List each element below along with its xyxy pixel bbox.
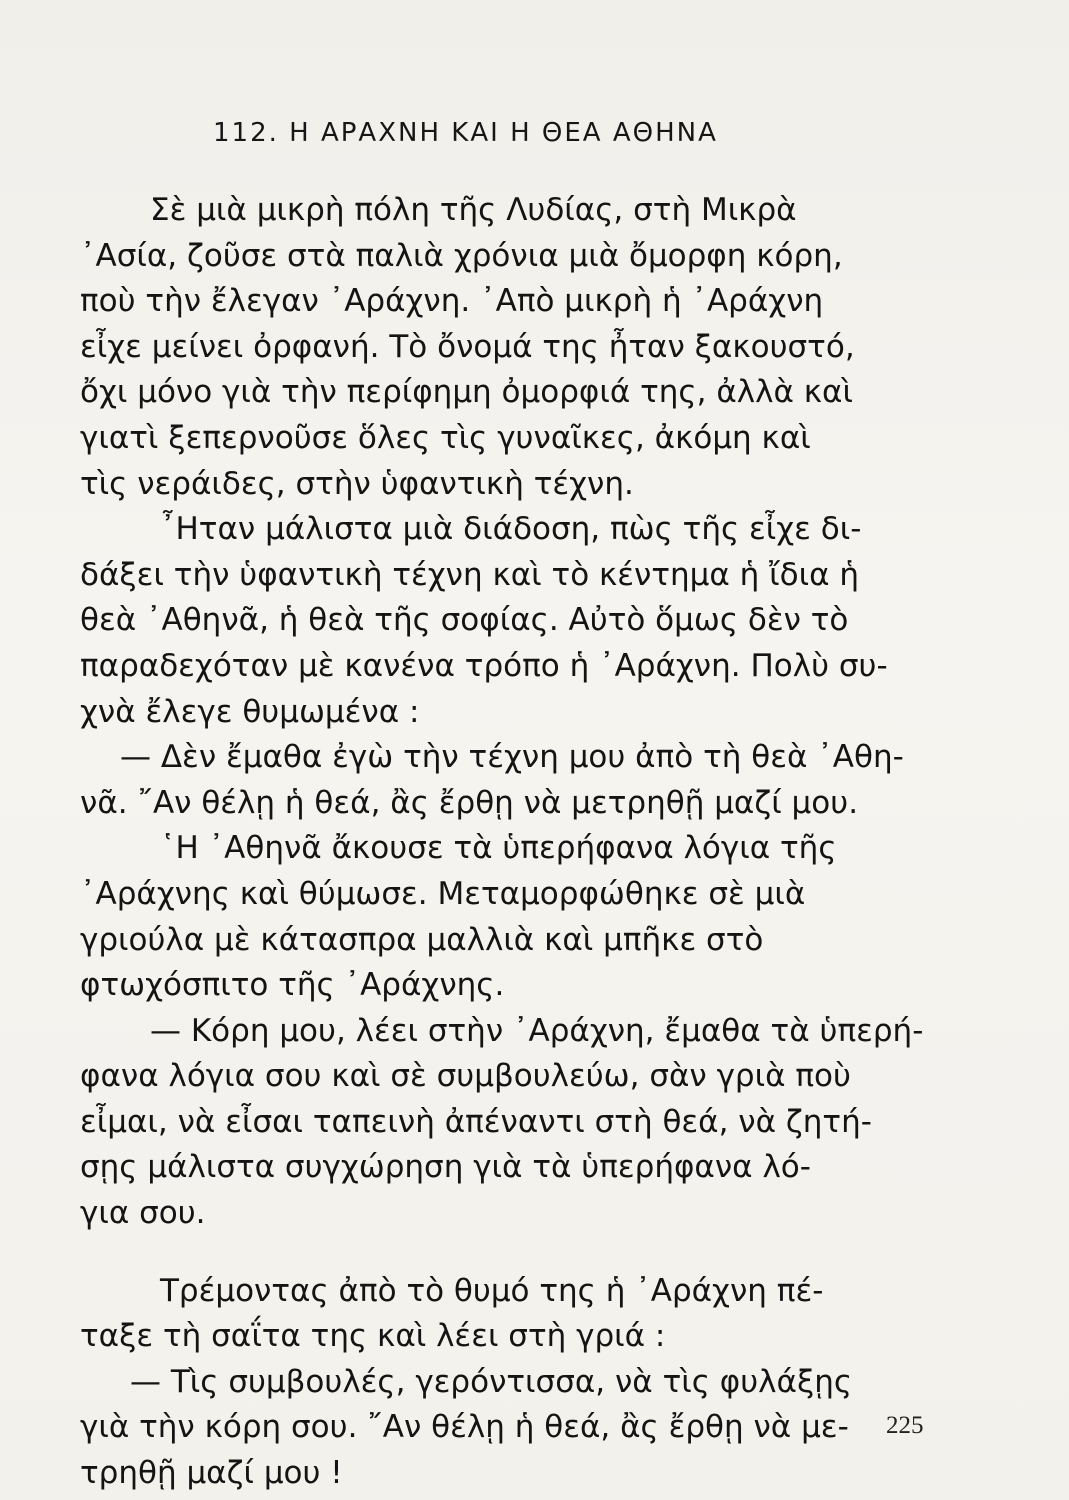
text-line: Τρέμοντας ἀπὸ τὸ θυμό της ἡ ᾿Αράχνη πέ- xyxy=(160,1272,824,1309)
text-line: ᾿Ασία, ζοῦσε στὰ παλιὰ χρόνια μιὰ ὄμορφη κόρη, xyxy=(80,237,843,274)
text-line: τρηθῇ μαζί μου ! xyxy=(80,1455,343,1492)
text-line: θεὰ ᾿Αθηνᾶ, ἡ θεὰ τῆς σοφίας. Αὐτὸ ὅμως δὲν τὸ xyxy=(80,602,849,639)
text-line: σῃς μάλιστα συγχώρηση γιὰ τὰ ὑπερήφανα λό- xyxy=(80,1149,811,1186)
text-line: γιατὶ ξεπερνοῦσε ὅλες τὶς γυναῖκες, ἀκόμη καὶ xyxy=(80,419,811,456)
text-line: — Κόρη μου, λέει στὴν ᾿Αράχνη, ἔμαθα τὰ ὑπερή- xyxy=(150,1012,924,1049)
text-line: ῾Η ᾿Αθηνᾶ ἄκουσε τὰ ὑπερήφανα λόγια τῆς xyxy=(160,830,837,867)
text-line: εἶχε μείνει ὀρφανή. Τὸ ὄνομά της ἦταν ξακουστό, xyxy=(80,328,855,365)
text-line: ῏Ηταν μάλιστα μιὰ διάδοση, πὼς τῆς εἶχε δι- xyxy=(160,511,862,548)
text-line: ταξε τὴ σαΐτα της καὶ λέει στὴ γριά : xyxy=(80,1318,666,1355)
text-line: χνὰ ἔλεγε θυμωμένα : xyxy=(80,693,420,730)
text-line: φτωχόσπιτο τῆς ᾿Αράχνης. xyxy=(80,967,505,1004)
text-line: Σὲ μιὰ μικρὴ πόλη τῆς Λυδίας, στὴ Μικρὰ xyxy=(150,192,797,228)
text-line: ὄχι μόνο γιὰ τὴν περίφημη ὀμορφιά της, ἀλλὰ καὶ xyxy=(80,374,853,411)
text-line: τὶς νεράιδες, στὴν ὑφαντικὴ τέχνη. xyxy=(80,465,634,502)
text-line: δάξει τὴν ὑφαντικὴ τέχνη καὶ τὸ κέντημα ἡ ἴδια ἡ xyxy=(80,556,860,593)
text-line: παραδεχόταν μὲ κανένα τρόπο ἡ ᾿Αράχνη. Πολὺ συ- xyxy=(80,647,888,684)
paragraph-gap xyxy=(80,1237,940,1269)
text-line: γριούλα μὲ κάτασπρα μαλλιὰ καὶ μπῆκε στὸ xyxy=(80,921,764,958)
text-line: — Δὲν ἔμαθα ἐγὼ τὴν τέχνη μου ἀπὸ τὴ θεὰ ᾿Αθη- xyxy=(120,739,904,776)
text-line: νᾶ. ῎Αν θέλῃ ἡ θεά, ἂς ἔρθῃ νὰ μετρηθῇ μαζί μου. xyxy=(80,784,859,821)
text-line: φανα λόγια σου καὶ σὲ συμβουλεύω, σὰν γριὰ ποὺ xyxy=(80,1058,851,1095)
body-text xyxy=(80,188,940,1497)
chapter-title: 112. Η ΑΡΑΧΝΗ ΚΑΙ Η ΘΕΑ ΑΘΗΝΑ xyxy=(213,118,718,148)
page-number: 225 xyxy=(886,1412,924,1439)
text-line: ᾿Αράχνης καὶ θύμωσε. Μεταμορφώθηκε σὲ μιὰ xyxy=(80,875,806,912)
text-line: για σου. xyxy=(80,1195,206,1232)
text-line: γιὰ τὴν κόρη σου. ῎Αν θέλῃ ἡ θεά, ἂς ἔρθῃ νὰ με- xyxy=(80,1409,849,1446)
text-line: — Τὶς συμβουλές, γερόντισσα, νὰ τὶς φυλάξῃς xyxy=(130,1363,853,1400)
text-line: ποὺ τὴν ἔλεγαν ᾿Αράχνη. ᾿Απὸ μικρὴ ἡ ᾿Αράχνη xyxy=(80,283,824,320)
text-line: εἶμαι, νὰ εἶσαι ταπεινὴ ἀπέναντι στὴ θεά, νὰ ζητή- xyxy=(80,1103,872,1140)
